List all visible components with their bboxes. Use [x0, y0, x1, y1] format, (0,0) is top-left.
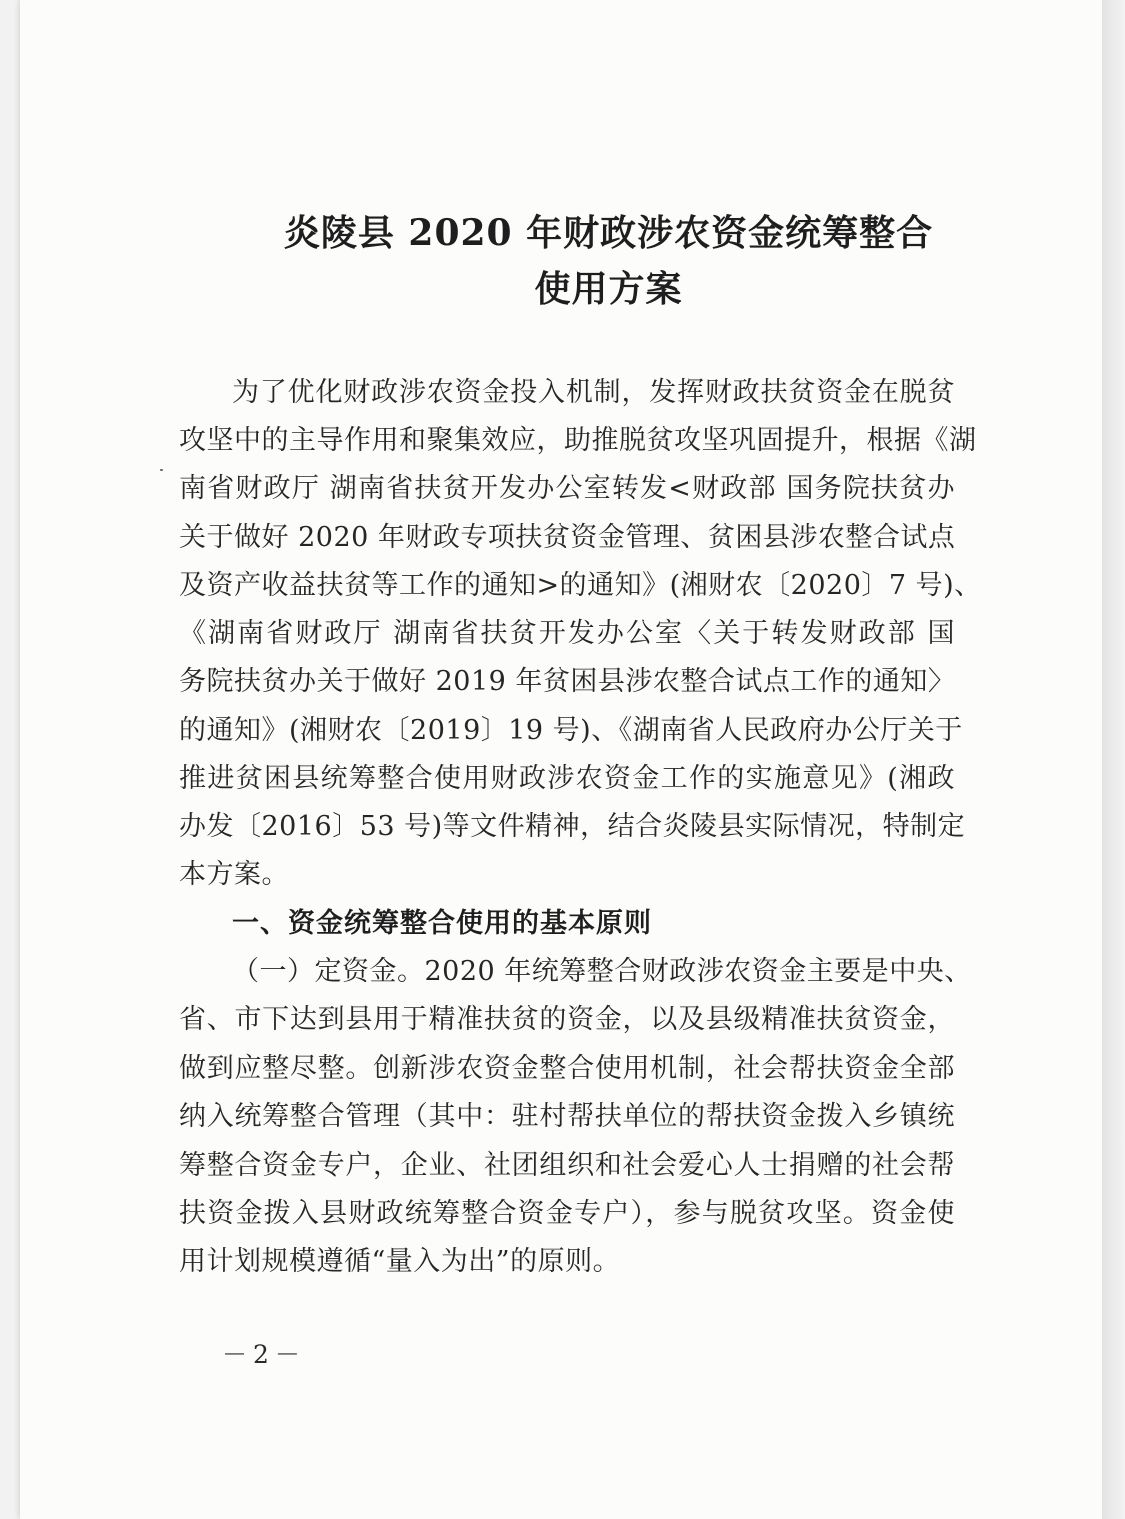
intro-line: 攻坚中的主导作用和聚集效应，助推脱贫攻坚巩固提升，根据《湖 — [179, 425, 977, 456]
intro-line: 办发〔2016〕53 号)等文件精神，结合炎陵县实际情况，特制定 — [179, 811, 966, 842]
scan-speck — [160, 469, 163, 471]
intro-line: 务院扶贫办关于做好 2019 年贫困县涉农整合试点工作的通知〉 — [179, 666, 956, 697]
subsection-line: 用计划规模遵循“量入为出”的原则。 — [179, 1246, 621, 1277]
intro-line: 《湖南省财政厅 湖南省扶贫开发办公室〈关于转发财政部 国 — [179, 618, 955, 649]
document-title-line-1: 炎陵县 2020 年财政涉农资金统筹整合 — [283, 212, 934, 254]
intro-line: 本方案。 — [179, 859, 289, 890]
intro-line: 的通知》(湘财农〔2019〕19 号)、《湖南省人民政府办公厅关于 — [179, 715, 963, 746]
subsection-line: 做到应整尽整。创新涉农资金整合使用机制，社会帮扶资金全部 — [179, 1053, 955, 1084]
intro-line: 为了优化财政涉农资金投入机制，发挥财政扶贫资金在脱贫 — [232, 377, 955, 408]
subsection-line: 省、市下达到县用于精准扶贫的资金，以及县级精准扶贫资金， — [179, 1004, 955, 1035]
intro-line: 关于做好 2020 年财政专项扶贫资金管理、贫困县涉农整合试点 — [179, 522, 956, 553]
section-heading: 一、资金统筹整合使用的基本原则 — [232, 908, 652, 939]
subsection-line: 扶资金拨入县财政统筹整合资金专户），参与脱贫攻坚。资金使 — [179, 1198, 955, 1229]
document-title-line-2: 使用方案 — [534, 268, 683, 310]
page-number: －2－ — [222, 1340, 306, 1369]
intro-line: 南省财政厅 湖南省扶贫开发办公室转发<财政部 国务院扶贫办 — [179, 473, 955, 504]
intro-line: 及资产收益扶贫等工作的通知>的通知》(湘财农〔2020〕7 号)、 — [179, 570, 982, 601]
subsection-line: 筹整合资金专户，企业、社团组织和社会爱心人士捐赠的社会帮 — [179, 1150, 955, 1181]
subsection-line: 纳入统筹整合管理（其中：驻村帮扶单位的帮扶资金拨入乡镇统 — [179, 1101, 955, 1132]
intro-line: 推进贫困县统筹整合使用财政涉农资金工作的实施意见》(湘政 — [179, 763, 955, 794]
subsection-line: （一）定资金。2020 年统筹整合财政涉农资金主要是中央、 — [232, 956, 972, 987]
